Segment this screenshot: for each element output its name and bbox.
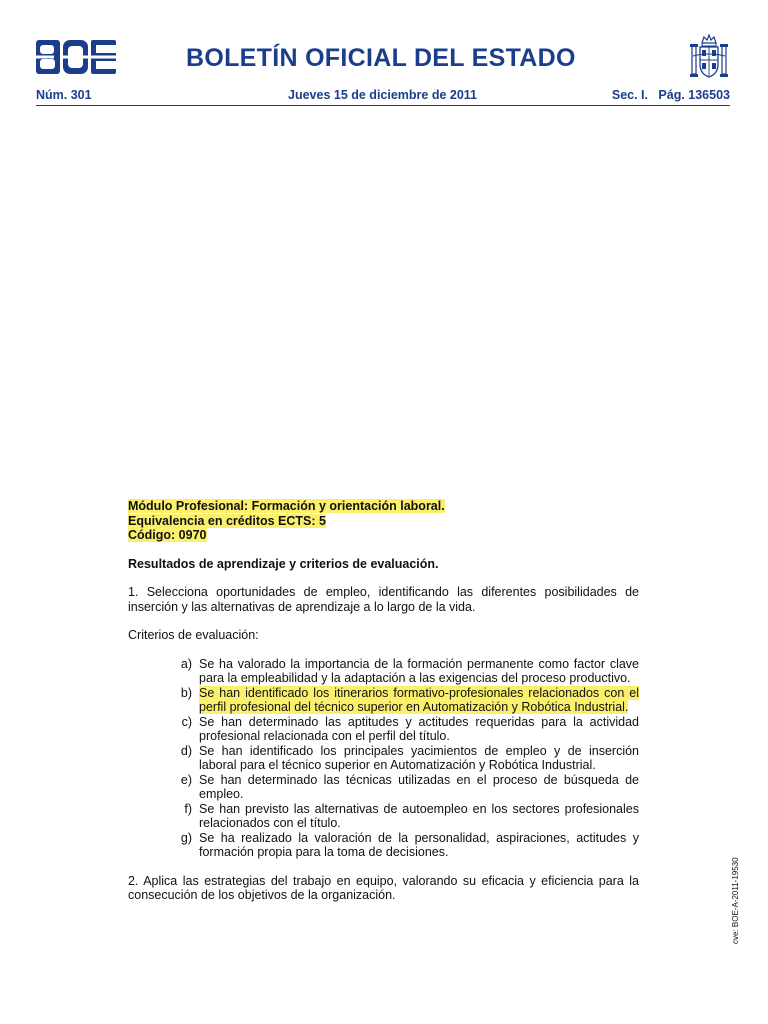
criterion-letter: g) xyxy=(180,830,192,845)
criterion-text: Se ha realizado la valoración de la personalidad, aspiraciones, actitudes y formación propia para la toma de decisiones. xyxy=(199,830,639,859)
learning-result-2: 2. Aplica las estrategias del trabajo en equipo, valorando su eficacia y eficiencia para la consecución de los objetivos de la organización. xyxy=(128,873,639,902)
criterion-text-highlighted: Se han identificado los itinerarios formativo-profesionales relacionados con el perfil profesional del técnico superior en Automatización y Robótica Industrial. xyxy=(199,685,639,714)
document-body xyxy=(128,499,639,903)
criterion-item xyxy=(128,657,639,686)
criterion-text: Se han previsto las alternativas de autoempleo en los sectores profesionales relacionados con el título. xyxy=(199,801,639,830)
criterion-letter: c) xyxy=(181,714,192,729)
criterion-text: Se han determinado las técnicas utilizadas en el proceso de búsqueda de empleo. xyxy=(199,772,639,801)
issue-number: Núm. 301 xyxy=(36,88,92,102)
criteria-list xyxy=(128,657,639,860)
criterion-text: Se han identificado los principales yacimientos de empleo y de inserción laboral para el técnico superior en Automatización y Robótica Industrial. xyxy=(199,743,639,772)
criterion-item xyxy=(128,744,639,773)
criterion-item xyxy=(128,802,639,831)
criterion-item xyxy=(128,831,639,860)
header-rule xyxy=(36,105,730,106)
section-title: Resultados de aprendizaje y criterios de evaluación. xyxy=(128,556,439,571)
criterion-item xyxy=(128,686,639,715)
criterion-letter: a) xyxy=(180,656,192,671)
cve-code: cve: BOE-A-2011-19530 xyxy=(731,857,740,944)
section-page: Sec. I. Pág. 136503 xyxy=(611,88,730,102)
criterion-text: Se ha valorado la importancia de la formación permanente como factor clave para la empleabilidad y la adaptación a las exigencias del proceso productivo. xyxy=(199,656,639,685)
criterion-letter: b) xyxy=(180,685,192,700)
learning-result-1: 1. Selecciona oportunidades de empleo, identificando las diferentes posibilidades de inserción y las alternativas de aprendizaje a lo largo de la vida. xyxy=(128,585,639,614)
criterion-letter: e) xyxy=(180,772,192,787)
module-code: Código: 0970 xyxy=(128,528,207,542)
criteria-label: Criterios de evaluación: xyxy=(128,628,259,642)
criterion-item xyxy=(128,773,639,802)
module-ects: Equivalencia en créditos ECTS: 5 xyxy=(128,513,326,528)
criterion-letter: d) xyxy=(180,743,192,758)
module-name: Módulo Profesional: Formación y orientación laboral. xyxy=(128,499,445,513)
publication-title: BOLETÍN OFICIAL DEL ESTADO xyxy=(186,44,576,72)
criterion-item xyxy=(128,715,639,744)
boe-logo xyxy=(36,40,116,74)
coat-of-arms-icon xyxy=(690,34,728,80)
criterion-text: Se han determinado las aptitudes y actitudes requeridas para la actividad profesional relacionada con el perfil del título. xyxy=(199,714,639,743)
issue-date: Jueves 15 de diciembre de 2011 xyxy=(288,88,478,102)
criterion-letter: f) xyxy=(184,801,192,816)
